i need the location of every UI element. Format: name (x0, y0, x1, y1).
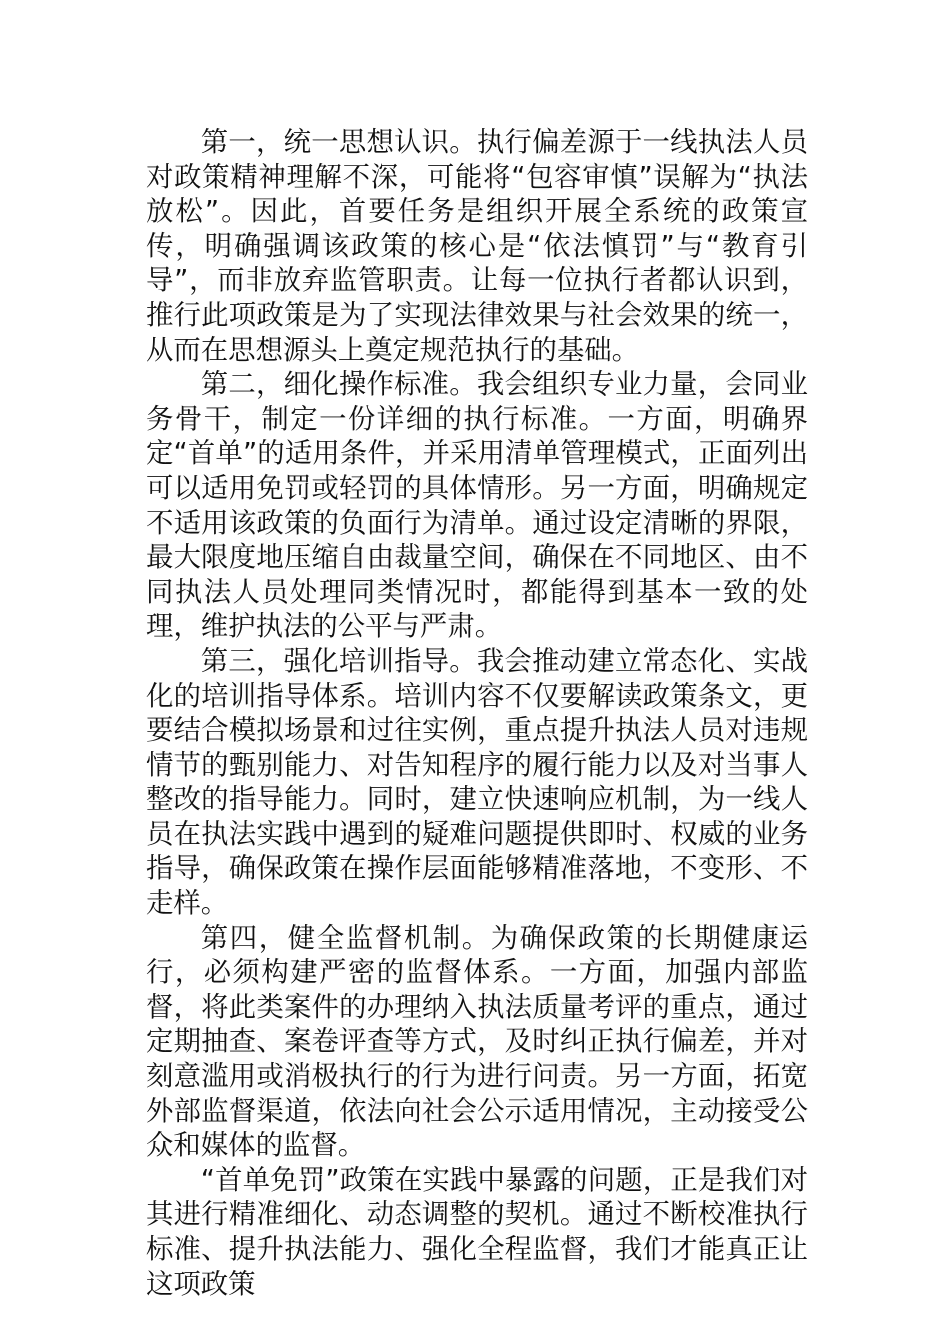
paragraph-conclusion: “首单免罚”政策在实践中暴露的问题，正是我们对其进行精准细化、动态调整的契机。通过不断校准执行标准、提升执法能力、强化全程监督，我们才能真正让这项政策 (146, 1164, 808, 1300)
paragraph-unify-thinking: 第一，统一思想认识。执行偏差源于一线执法人员对政策精神理解不深，可能将“包容审慎”误解为“执法放松”。因此，首要任务是组织开展全系统的政策宣传，明确强调该政策的核心是“依法慎罚”与“教育引导”，而非放弃监管职责。让每一位执行者都认识到，推行此项政策是为了实现法律效果与社会效果的统一，从而在思想源头上奠定规范执行的基础。 (146, 127, 808, 366)
document-body (146, 126, 808, 1302)
paragraph-supervision-mechanism: 第四，健全监督机制。为确保政策的长期健康运行，必须构建严密的监督体系。一方面，加强内部监督，将此类案件的办理纳入执法质量考评的重点，通过定期抽查、案卷评查等方式，及时纠正执行偏差，并对刻意滥用或消极执行的行为进行问责。另一方面，拓宽外部监督渠道，依法向社会公示适用情况，主动接受公众和媒体的监督。 (146, 922, 808, 1162)
paragraph-refine-standards: 第二，细化操作标准。我会组织专业力量，会同业务骨干，制定一份详细的执行标准。一方面，明确界定“首单”的适用条件，并采用清单管理模式，正面列出可以适用免罚或轻罚的具体情形。另一方面，明确规定不适用该政策的负面行为清单。通过设定清晰的界限，最大限度地压缩自由裁量空间，确保在不同地区、由不同执法人员处理同类情况时，都能得到基本一致的处理，维护执法的公平与严肃。 (146, 369, 808, 643)
paragraph-strengthen-training: 第三，强化培训指导。我会推动建立常态化、实战化的培训指导体系。培训内容不仅要解读政策条文，更要结合模拟场景和过往实例，重点提升执法人员对违规情节的甄别能力、对告知程序的履行能力以及对当事人整改的指导能力。同时，建立快速响应机制，为一线人员在执法实践中遇到的疑难问题提供即时、权威的业务指导，确保政策在操作层面能够精准落地，不变形、不走样。 (146, 645, 808, 920)
